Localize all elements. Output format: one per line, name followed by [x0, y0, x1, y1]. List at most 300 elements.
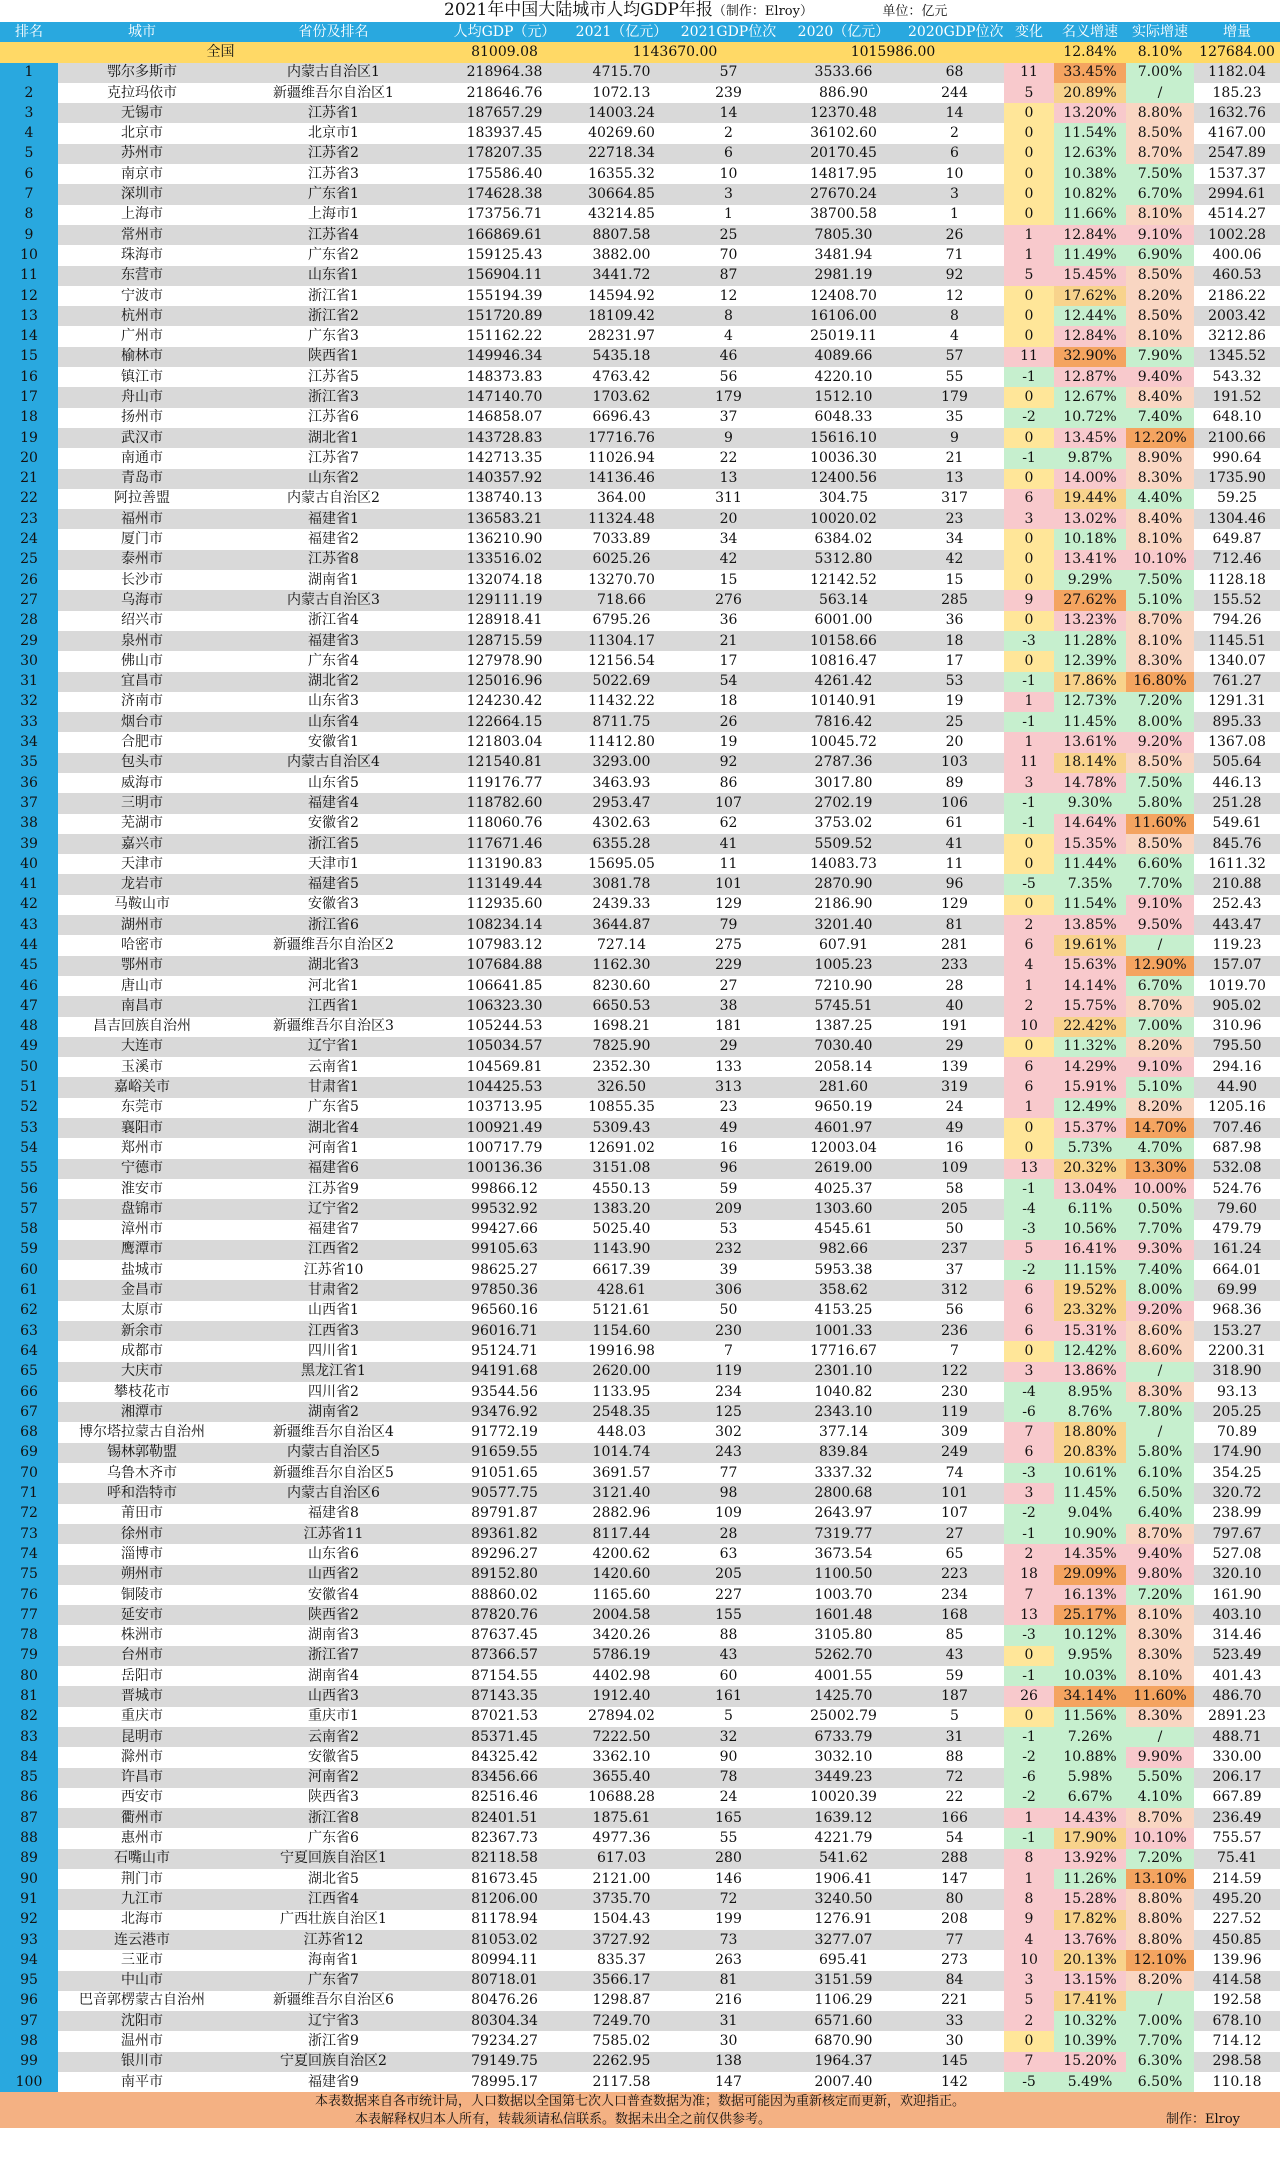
table-row — [0, 773, 1280, 793]
cell-rank2020: 6 — [905, 144, 1004, 164]
cell-city: 哈密市 — [58, 935, 226, 955]
cell-gdp2020: 358.62 — [782, 1280, 905, 1300]
col-per-capita: 人均GDP（元） — [441, 22, 568, 42]
cell-change: 7 — [1004, 2052, 1054, 2072]
cell-per-capita: 87366.57 — [441, 1646, 568, 1666]
cell-per-capita: 132074.18 — [441, 570, 568, 590]
cell-change: 11 — [1004, 63, 1054, 83]
cell-per-capita: 78995.17 — [441, 2072, 568, 2092]
cell-rank2021: 275 — [675, 935, 782, 955]
cell-change: 11 — [1004, 347, 1054, 367]
cell-gdp2021: 6617.39 — [568, 1260, 675, 1280]
cell-gdp2021: 8117.44 — [568, 1524, 675, 1544]
cell-province: 福建省4 — [226, 793, 441, 813]
cell-city: 合肥市 — [58, 732, 226, 752]
cell-rank: 10 — [0, 245, 58, 265]
cell-nominal: 11.54% — [1054, 895, 1126, 915]
footer-row-1 — [0, 2092, 1280, 2110]
cell-rank2021: 43 — [675, 1646, 782, 1666]
cell-rank2020: 221 — [905, 1991, 1004, 2011]
cell-increment: 3212.86 — [1194, 326, 1280, 346]
table-row — [0, 123, 1280, 143]
cell-gdp2020: 14083.73 — [782, 854, 905, 874]
cell-nominal: 20.83% — [1054, 1443, 1126, 1463]
cell-gdp2020: 2007.40 — [782, 2072, 905, 2092]
cell-increment: 110.18 — [1194, 2072, 1280, 2092]
cell-province: 广东省1 — [226, 184, 441, 204]
cell-increment: 139.96 — [1194, 1950, 1280, 1970]
cell-rank2020: 72 — [905, 1768, 1004, 1788]
cell-rank2020: 43 — [905, 1646, 1004, 1666]
cell-real: 9.40% — [1126, 367, 1194, 387]
cell-rank2020: 85 — [905, 1625, 1004, 1645]
table-row — [0, 1889, 1280, 1909]
cell-rank2020: 16 — [905, 1138, 1004, 1158]
cell-nominal: 13.23% — [1054, 611, 1126, 631]
cell-rank: 87 — [0, 1808, 58, 1828]
table-row — [0, 732, 1280, 752]
cell-city: 朔州市 — [58, 1565, 226, 1585]
cell-gdp2021: 11026.94 — [568, 448, 675, 468]
cell-province: 新疆维吾尔自治区5 — [226, 1463, 441, 1483]
table-row — [0, 1666, 1280, 1686]
cell-gdp2020: 6001.00 — [782, 611, 905, 631]
cell-rank: 18 — [0, 408, 58, 428]
cell-rank2020: 205 — [905, 1199, 1004, 1219]
cell-province: 辽宁省3 — [226, 2011, 441, 2031]
title-row — [0, 0, 1280, 22]
cell-increment: 2003.42 — [1194, 306, 1280, 326]
cell-per-capita: 113190.83 — [441, 854, 568, 874]
cell-city: 舟山市 — [58, 387, 226, 407]
cell-change: -2 — [1004, 1788, 1054, 1808]
cell-rank2021: 88 — [675, 1625, 782, 1645]
cell-increment: 210.88 — [1194, 874, 1280, 894]
cell-increment: 2186.22 — [1194, 286, 1280, 306]
cell-rank2020: 37 — [905, 1260, 1004, 1280]
table-row — [0, 1747, 1280, 1767]
cell-gdp2021: 448.03 — [568, 1422, 675, 1442]
table-row — [0, 205, 1280, 225]
cell-gdp2021: 6355.28 — [568, 834, 675, 854]
cell-per-capita: 87154.55 — [441, 1666, 568, 1686]
table-row — [0, 1991, 1280, 2011]
cell-real: 7.20% — [1126, 1585, 1194, 1605]
cell-nominal: 10.82% — [1054, 184, 1126, 204]
table-row — [0, 1565, 1280, 1585]
cell-city: 烟台市 — [58, 712, 226, 732]
cell-gdp2021: 2117.58 — [568, 2072, 675, 2092]
col-province: 省份及排名 — [226, 22, 441, 42]
cell-rank2020: 109 — [905, 1159, 1004, 1179]
cell-rank2020: 61 — [905, 814, 1004, 834]
cell-province: 四川省2 — [226, 1382, 441, 1402]
cell-gdp2021: 6650.53 — [568, 996, 675, 1016]
cell-province: 上海市1 — [226, 205, 441, 225]
cell-per-capita: 81206.00 — [441, 1889, 568, 1909]
cell-gdp2021: 10855.35 — [568, 1098, 675, 1118]
cell-city: 中山市 — [58, 1971, 226, 1991]
cell-rank2020: 10 — [905, 164, 1004, 184]
cell-gdp2021: 2439.33 — [568, 895, 675, 915]
cell-increment: 712.46 — [1194, 550, 1280, 570]
cell-rank: 4 — [0, 123, 58, 143]
cell-increment: 649.87 — [1194, 529, 1280, 549]
cell-gdp2020: 3032.10 — [782, 1747, 905, 1767]
cell-rank2020: 54 — [905, 1828, 1004, 1848]
cell-per-capita: 133516.02 — [441, 550, 568, 570]
cell-province: 陕西省1 — [226, 347, 441, 367]
cell-increment: 252.43 — [1194, 895, 1280, 915]
cell-rank2021: 42 — [675, 550, 782, 570]
cell-real: 8.20% — [1126, 286, 1194, 306]
cell-province: 广东省7 — [226, 1971, 441, 1991]
cell-rank2021: 311 — [675, 489, 782, 509]
cell-gdp2021: 17716.76 — [568, 428, 675, 448]
cell-rank2021: 161 — [675, 1686, 782, 1706]
cell-real: / — [1126, 1362, 1194, 1382]
cell-rank2020: 49 — [905, 1118, 1004, 1138]
cell-rank2020: 30 — [905, 2031, 1004, 2051]
cell-rank2020: 145 — [905, 2052, 1004, 2072]
cell-nominal: 9.95% — [1054, 1646, 1126, 1666]
cell-gdp2021: 14003.24 — [568, 103, 675, 123]
cell-nominal: 15.28% — [1054, 1889, 1126, 1909]
cell-change: -1 — [1004, 814, 1054, 834]
cell-city: 博尔塔拉蒙古自治州 — [58, 1422, 226, 1442]
cell-increment: 79.60 — [1194, 1199, 1280, 1219]
cell-nominal: 29.09% — [1054, 1565, 1126, 1585]
cell-increment: 450.85 — [1194, 1930, 1280, 1950]
table-row — [0, 590, 1280, 610]
cell-gdp2021: 1383.20 — [568, 1199, 675, 1219]
cell-increment: 119.23 — [1194, 935, 1280, 955]
col-real: 实际增速 — [1126, 22, 1194, 42]
cell-province: 福建省1 — [226, 509, 441, 529]
cell-gdp2021: 2882.96 — [568, 1504, 675, 1524]
cell-increment: 488.71 — [1194, 1727, 1280, 1747]
cell-rank2021: 243 — [675, 1443, 782, 1463]
cell-nominal: 14.29% — [1054, 1057, 1126, 1077]
cell-province: 湖南省4 — [226, 1666, 441, 1686]
table-row — [0, 2011, 1280, 2031]
cell-change: 1 — [1004, 732, 1054, 752]
cell-province: 内蒙古自治区1 — [226, 63, 441, 83]
cell-rank2020: 103 — [905, 753, 1004, 773]
table-row — [0, 387, 1280, 407]
cell-change: 2 — [1004, 1544, 1054, 1564]
cell-rank2021: 313 — [675, 1077, 782, 1097]
table-row — [0, 651, 1280, 671]
cell-gdp2021: 1703.62 — [568, 387, 675, 407]
cell-real: 7.40% — [1126, 408, 1194, 428]
cell-rank2021: 17 — [675, 651, 782, 671]
cell-rank2021: 263 — [675, 1950, 782, 1970]
cell-nominal: 19.61% — [1054, 935, 1126, 955]
cell-increment: 401.43 — [1194, 1666, 1280, 1686]
cell-rank2020: 273 — [905, 1950, 1004, 1970]
cell-change: 6 — [1004, 1280, 1054, 1300]
cell-rank: 27 — [0, 590, 58, 610]
cell-gdp2020: 1276.91 — [782, 1910, 905, 1930]
table-row — [0, 1260, 1280, 1280]
cell-real: 8.20% — [1126, 1971, 1194, 1991]
cell-rank: 20 — [0, 448, 58, 468]
cell-rank2020: 42 — [905, 550, 1004, 570]
cell-per-capita: 136210.90 — [441, 529, 568, 549]
cell-rank2021: 77 — [675, 1463, 782, 1483]
cell-rank: 59 — [0, 1240, 58, 1260]
cell-rank2021: 90 — [675, 1747, 782, 1767]
cell-gdp2020: 1003.70 — [782, 1585, 905, 1605]
cell-real: 7.00% — [1126, 63, 1194, 83]
cell-rank: 14 — [0, 326, 58, 346]
cell-rank: 16 — [0, 367, 58, 387]
cell-rank2020: 33 — [905, 2011, 1004, 2031]
cell-gdp2020: 695.41 — [782, 1950, 905, 1970]
cell-nominal: 16.41% — [1054, 1240, 1126, 1260]
cell-gdp2020: 1425.70 — [782, 1686, 905, 1706]
cell-nominal: 11.15% — [1054, 1260, 1126, 1280]
cell-gdp2021: 3441.72 — [568, 266, 675, 286]
cell-city: 鄂州市 — [58, 956, 226, 976]
cell-rank: 41 — [0, 874, 58, 894]
col-increment: 增量 — [1194, 22, 1280, 42]
cell-gdp2021: 7033.89 — [568, 529, 675, 549]
cell-gdp2020: 563.14 — [782, 590, 905, 610]
cell-gdp2021: 2121.00 — [568, 1869, 675, 1889]
cell-gdp2020: 3673.54 — [782, 1544, 905, 1564]
table-row — [0, 1483, 1280, 1503]
cell-change: -1 — [1004, 1727, 1054, 1747]
cell-nominal: 10.32% — [1054, 2011, 1126, 2031]
cell-rank2021: 8 — [675, 306, 782, 326]
cell-real: 5.80% — [1126, 793, 1194, 813]
cell-city: 东莞市 — [58, 1098, 226, 1118]
cell-rank: 92 — [0, 1910, 58, 1930]
cell-rank: 46 — [0, 976, 58, 996]
cell-change: 7 — [1004, 1422, 1054, 1442]
cell-city: 南通市 — [58, 448, 226, 468]
cell-gdp2020: 6571.60 — [782, 2011, 905, 2031]
cell-city: 大庆市 — [58, 1362, 226, 1382]
cell-per-capita: 129111.19 — [441, 590, 568, 610]
cell-change: 0 — [1004, 1037, 1054, 1057]
cell-gdp2021: 4200.62 — [568, 1544, 675, 1564]
cell-change: -6 — [1004, 1768, 1054, 1788]
cell-per-capita: 148373.83 — [441, 367, 568, 387]
cell-rank: 48 — [0, 1017, 58, 1037]
cell-rank2021: 14 — [675, 103, 782, 123]
cell-change: -3 — [1004, 631, 1054, 651]
cell-change: -4 — [1004, 1382, 1054, 1402]
cell-real: 6.70% — [1126, 976, 1194, 996]
cell-rank2020: 106 — [905, 793, 1004, 813]
cell-rank: 34 — [0, 732, 58, 752]
table-row — [0, 469, 1280, 489]
cell-per-capita: 104569.81 — [441, 1057, 568, 1077]
cell-rank: 13 — [0, 306, 58, 326]
cell-rank2021: 55 — [675, 1828, 782, 1848]
cell-rank2020: 129 — [905, 895, 1004, 915]
cell-rank2021: 181 — [675, 1017, 782, 1037]
cell-rank2021: 72 — [675, 1889, 782, 1909]
cell-per-capita: 106641.85 — [441, 976, 568, 996]
table-row — [0, 1950, 1280, 1970]
cell-rank2021: 138 — [675, 2052, 782, 2072]
cell-rank: 23 — [0, 509, 58, 529]
cell-per-capita: 89361.82 — [441, 1524, 568, 1544]
cell-per-capita: 187657.29 — [441, 103, 568, 123]
cell-rank: 68 — [0, 1422, 58, 1442]
cell-increment: 1632.76 — [1194, 103, 1280, 123]
cell-rank: 38 — [0, 814, 58, 834]
cell-gdp2020: 17716.67 — [782, 1341, 905, 1361]
cell-province: 福建省3 — [226, 631, 441, 651]
cell-rank: 55 — [0, 1159, 58, 1179]
cell-province: 河南省1 — [226, 1138, 441, 1158]
cell-change: 6 — [1004, 1057, 1054, 1077]
cell-increment: 185.23 — [1194, 83, 1280, 103]
cell-rank2021: 24 — [675, 1788, 782, 1808]
cell-rank2021: 11 — [675, 854, 782, 874]
cell-change: 5 — [1004, 1240, 1054, 1260]
cell-gdp2020: 12408.70 — [782, 286, 905, 306]
col-rank: 排名 — [0, 22, 58, 42]
cell-rank: 96 — [0, 1991, 58, 2011]
table-row — [0, 1686, 1280, 1706]
cell-province: 辽宁省2 — [226, 1199, 441, 1219]
cell-gdp2020: 7319.77 — [782, 1524, 905, 1544]
cell-rank: 54 — [0, 1138, 58, 1158]
cell-real: 10.00% — [1126, 1179, 1194, 1199]
table-row — [0, 692, 1280, 712]
cell-city: 珠海市 — [58, 245, 226, 265]
cell-province: 云南省2 — [226, 1727, 441, 1747]
cell-per-capita: 183937.45 — [441, 123, 568, 143]
cell-per-capita: 127978.90 — [441, 651, 568, 671]
table-row — [0, 753, 1280, 773]
cell-city: 鹰潭市 — [58, 1240, 226, 1260]
cell-nominal: 7.26% — [1054, 1727, 1126, 1747]
cell-rank: 9 — [0, 225, 58, 245]
cell-change: 7 — [1004, 1585, 1054, 1605]
cell-rank2021: 23 — [675, 1098, 782, 1118]
cell-gdp2020: 10140.91 — [782, 692, 905, 712]
cell-rank2020: 88 — [905, 1747, 1004, 1767]
cell-city: 岳阳市 — [58, 1666, 226, 1686]
cell-rank2020: 34 — [905, 529, 1004, 549]
cell-gdp2021: 11432.22 — [568, 692, 675, 712]
cell-rank: 44 — [0, 935, 58, 955]
cell-change: 0 — [1004, 103, 1054, 123]
cell-rank2020: 234 — [905, 1585, 1004, 1605]
cell-real: 9.40% — [1126, 1544, 1194, 1564]
cell-rank2020: 14 — [905, 103, 1004, 123]
total-label: 全国 — [0, 42, 441, 62]
cell-city: 青岛市 — [58, 469, 226, 489]
cell-rank2020: 74 — [905, 1463, 1004, 1483]
cell-rank2020: 41 — [905, 834, 1004, 854]
cell-change: 0 — [1004, 164, 1054, 184]
cell-city: 深圳市 — [58, 184, 226, 204]
cell-gdp2020: 982.66 — [782, 1240, 905, 1260]
cell-rank2021: 31 — [675, 2011, 782, 2031]
table-row — [0, 164, 1280, 184]
cell-gdp2021: 6795.26 — [568, 611, 675, 631]
cell-rank: 88 — [0, 1828, 58, 1848]
cell-change: -2 — [1004, 1747, 1054, 1767]
cell-per-capita: 103713.95 — [441, 1098, 568, 1118]
cell-gdp2020: 607.91 — [782, 935, 905, 955]
cell-rank2021: 57 — [675, 63, 782, 83]
cell-nominal: 11.32% — [1054, 1037, 1126, 1057]
table-row — [0, 976, 1280, 996]
cell-nominal: 11.54% — [1054, 123, 1126, 143]
cell-nominal: 6.11% — [1054, 1199, 1126, 1219]
cell-nominal: 10.90% — [1054, 1524, 1126, 1544]
cell-city: 莆田市 — [58, 1504, 226, 1524]
cell-real: 4.70% — [1126, 1138, 1194, 1158]
cell-gdp2021: 5309.43 — [568, 1118, 675, 1138]
col-change: 变化 — [1004, 22, 1054, 42]
cell-gdp2020: 12003.04 — [782, 1138, 905, 1158]
cell-gdp2021: 30664.85 — [568, 184, 675, 204]
cell-per-capita: 87021.53 — [441, 1707, 568, 1727]
cell-per-capita: 99105.63 — [441, 1240, 568, 1260]
cell-real: 8.80% — [1126, 1910, 1194, 1930]
cell-real: / — [1126, 1422, 1194, 1442]
cell-rank: 25 — [0, 550, 58, 570]
cell-gdp2020: 36102.60 — [782, 123, 905, 143]
cell-rank2021: 280 — [675, 1849, 782, 1869]
table-row — [0, 428, 1280, 448]
cell-per-capita: 166869.61 — [441, 225, 568, 245]
cell-increment: 968.36 — [1194, 1301, 1280, 1321]
cell-gdp2020: 3240.50 — [782, 1889, 905, 1909]
cell-rank2021: 205 — [675, 1565, 782, 1585]
cell-city: 宁德市 — [58, 1159, 226, 1179]
cell-increment: 664.01 — [1194, 1260, 1280, 1280]
cell-city: 唐山市 — [58, 976, 226, 996]
cell-real: 8.20% — [1126, 1037, 1194, 1057]
cell-rank2021: 30 — [675, 2031, 782, 2051]
cell-real: 8.80% — [1126, 1889, 1194, 1909]
cell-change: 1 — [1004, 1098, 1054, 1118]
cell-nominal: 5.49% — [1054, 2072, 1126, 2092]
cell-nominal: 10.12% — [1054, 1625, 1126, 1645]
cell-change: 26 — [1004, 1686, 1054, 1706]
cell-city: 漳州市 — [58, 1220, 226, 1240]
cell-rank2020: 8 — [905, 306, 1004, 326]
cell-change: 6 — [1004, 1321, 1054, 1341]
total-increment: 127684.00 — [1194, 42, 1280, 62]
cell-increment: 1205.16 — [1194, 1098, 1280, 1118]
cell-real: 8.30% — [1126, 469, 1194, 489]
cell-increment: 523.49 — [1194, 1646, 1280, 1666]
cell-city: 绍兴市 — [58, 611, 226, 631]
cell-city: 延安市 — [58, 1605, 226, 1625]
cell-gdp2021: 326.50 — [568, 1077, 675, 1097]
cell-change: 0 — [1004, 895, 1054, 915]
table-row — [0, 1930, 1280, 1950]
cell-rank: 24 — [0, 529, 58, 549]
cell-nominal: 25.17% — [1054, 1605, 1126, 1625]
cell-rank: 71 — [0, 1483, 58, 1503]
cell-nominal: 10.38% — [1054, 164, 1126, 184]
cell-increment: 161.90 — [1194, 1585, 1280, 1605]
table-row — [0, 1240, 1280, 1260]
